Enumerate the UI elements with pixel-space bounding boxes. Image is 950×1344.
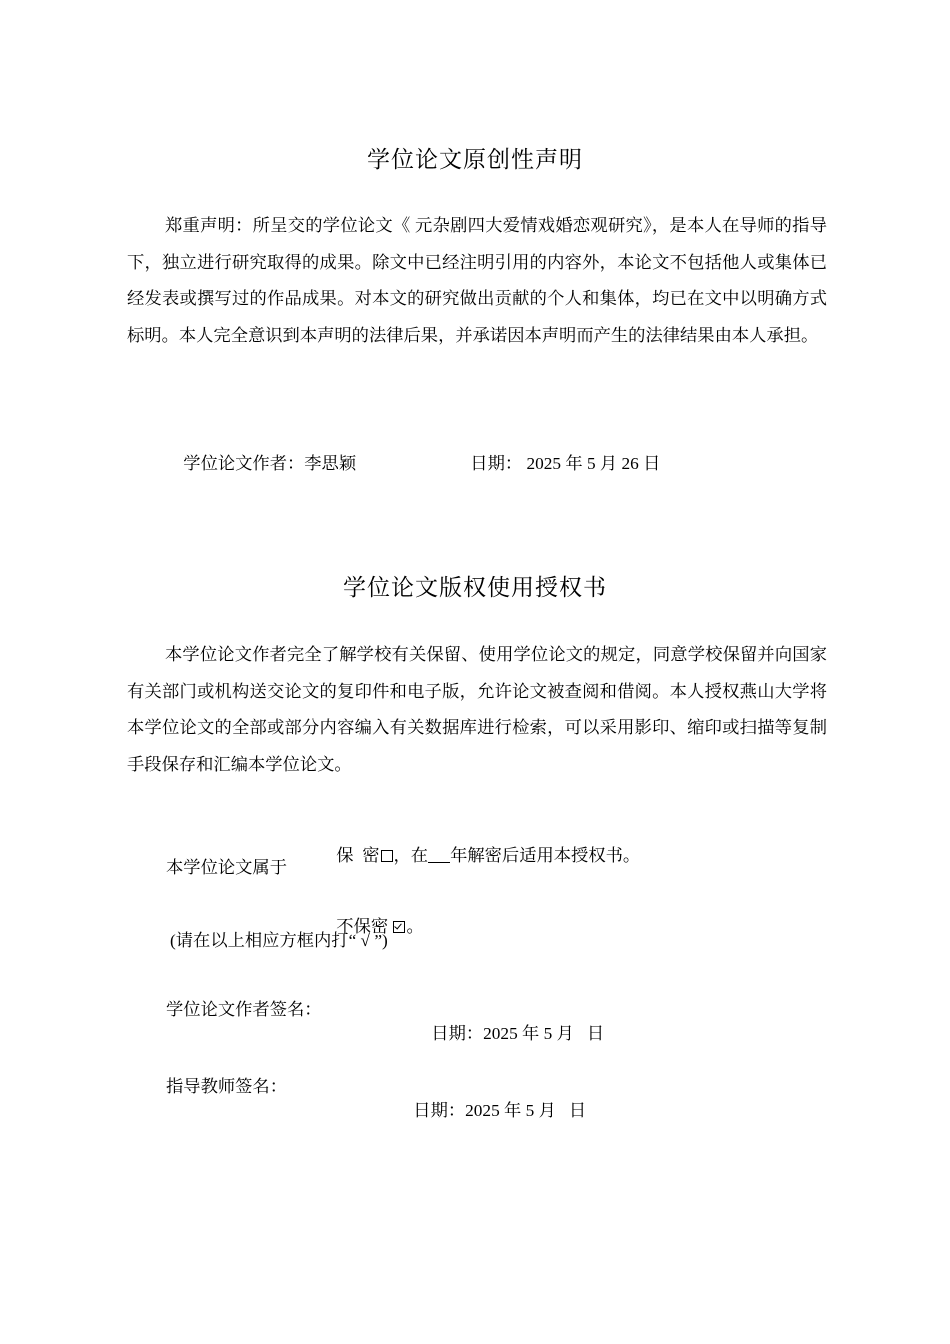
secret-option-line: [319, 820, 640, 892]
belongs-label: 本学位论文属于: [166, 858, 287, 877]
originality-author-line: [166, 428, 356, 500]
author-sign-label: 学位论文作者签名：: [166, 1000, 322, 1019]
author-label: 学位论文作者：: [183, 454, 305, 473]
checkbox-instruction: (请在以上相应方框内打“ √ ”): [170, 931, 388, 950]
author-sign-date-label: 日期：: [431, 1024, 484, 1043]
author-sign-date: [414, 998, 604, 1070]
originality-date-line: [453, 428, 660, 500]
date-value: 2025 年 5 月 26 日: [526, 454, 661, 473]
not-secret-suffix: 。: [406, 917, 424, 936]
not-secret-checkbox[interactable]: [393, 921, 405, 933]
secret-label: 保 密: [336, 846, 380, 865]
not-secret-label: 不保密: [336, 917, 389, 936]
author-sign-date-value: 2025 年 5 月 日: [483, 1024, 605, 1043]
advisor-sign-date-label: 日期：: [413, 1101, 466, 1120]
originality-title: 学位论文原创性声明: [367, 147, 583, 173]
secret-suffix-after: 年解密后适用本授权书。: [450, 846, 641, 865]
advisor-sign-date: [396, 1075, 586, 1147]
secret-checkbox[interactable]: [381, 850, 393, 862]
date-label: 日期：: [470, 454, 523, 473]
originality-statement: 郑重声明：所呈交的学位论文《 元杂剧四大爱情戏婚恋观研究》，是本人在导师的指导下，独立进行研究取得的成果。除文中已经注明引用的内容外，本论文不包括他人或集体已经发表或撰写过的作品成果。对本文的研究做出贡献的个人和集体，均已在文中以明确方式标明。本人完全意识到本声明的法律后果，并承诺因本声明而产生的法律结果由本人承担。: [127, 216, 827, 345]
secret-suffix-before: ，在: [393, 846, 429, 865]
advisor-sign-label: 指导教师签名：: [166, 1077, 287, 1096]
year-blank[interactable]: [428, 845, 450, 863]
advisor-sign-date-value: 2025 年 5 月 日: [465, 1101, 587, 1120]
author-name: 李思颖: [304, 454, 357, 473]
authorization-title: 学位论文版权使用授权书: [343, 575, 607, 601]
authorization-statement: 本学位论文作者完全了解学校有关保留、使用学位论文的规定，同意学校保留并向国家有关部门或机构送交论文的复印件和电子版，允许论文被查阅和借阅。本人授权燕山大学将本学位论文的全部或部分内容编入有关数据库进行检索，可以采用影印、缩印或扫描等复制手段保存和汇编本学位论文。: [127, 645, 827, 774]
